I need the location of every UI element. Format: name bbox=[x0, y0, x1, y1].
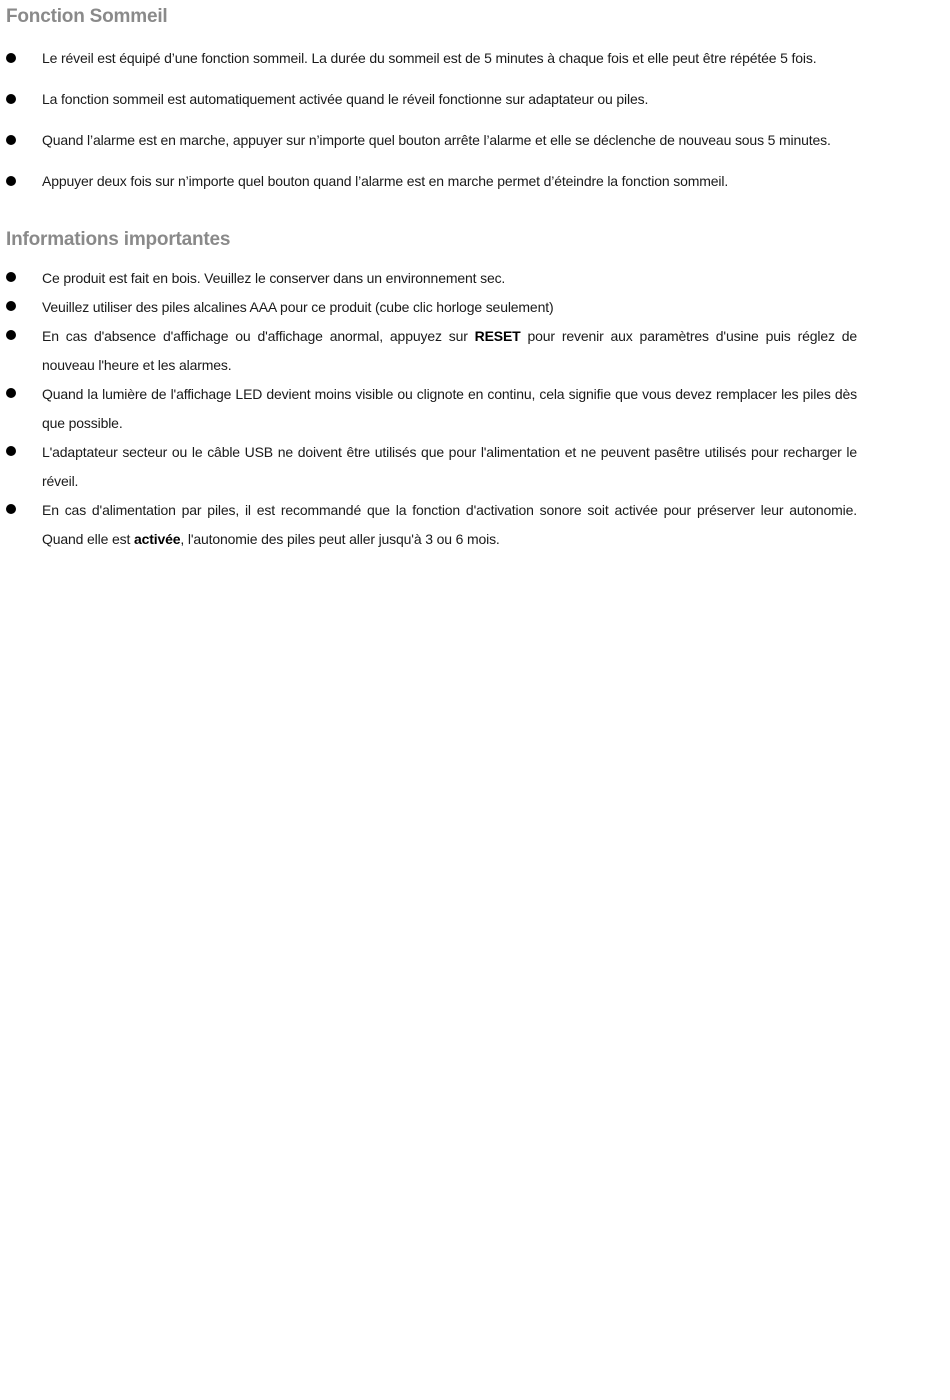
list-item bbox=[0, 130, 857, 171]
list-item-text bbox=[42, 293, 857, 322]
list-item bbox=[0, 380, 857, 438]
list-item-text bbox=[42, 264, 857, 293]
section-title-fonction-sommeil: Fonction Sommeil bbox=[6, 6, 168, 27]
text-run: En cas d'alimentation par piles, il est recommandé que la fonction d'activation sonore soit activée pour préserver leur autonomie. Quand elle est bbox=[42, 502, 857, 547]
bullet-icon bbox=[6, 446, 16, 456]
list-item-text bbox=[42, 322, 857, 380]
bullet-icon bbox=[6, 301, 16, 311]
list-item-text: La fonction sommeil est automatiquement activée quand le réveil fonctionne sur adaptateur ou piles. bbox=[42, 91, 649, 107]
list-item bbox=[0, 438, 857, 496]
list-item-text: Appuyer deux fois sur n’importe quel bouton quand l’alarme est en marche permet d’éteindre la fonction sommeil. bbox=[42, 173, 729, 189]
section-title-informations-importantes: Informations importantes bbox=[6, 229, 231, 250]
list-item bbox=[0, 171, 857, 212]
bullet-icon bbox=[6, 53, 16, 63]
list-item bbox=[0, 496, 857, 554]
list-item-text bbox=[42, 438, 857, 496]
text-run: Veuillez utiliser des piles alcalines AAA pour ce produit (cube clic horloge seulement) bbox=[42, 299, 554, 315]
list-item-text bbox=[42, 496, 857, 554]
list-item-text bbox=[42, 380, 857, 438]
bullet-icon bbox=[6, 504, 16, 514]
text-run: pour revenir aux paramètres d'usine puis réglez de nouveau l'heure et les alarmes. bbox=[42, 328, 858, 373]
text-run: En cas d'absence d'affichage ou d'affichage anormal, appuyez sur bbox=[42, 328, 475, 344]
text-run: , l'autonomie des piles peut aller jusqu'à 3 ou 6 mois. bbox=[180, 531, 500, 547]
text-run: Ce produit est fait en bois. Veuillez le conserver dans un environnement sec. bbox=[42, 270, 506, 286]
sleep-function-list bbox=[0, 48, 950, 212]
list-item bbox=[0, 264, 857, 293]
text-run: L'adaptateur secteur ou le câble USB ne doivent être utilisés que pour l'alimentation et ne peuvent pasêtre utilisés pour recharger le réveil. bbox=[42, 444, 857, 489]
activee-keyword: activée bbox=[133, 531, 181, 547]
list-item bbox=[0, 322, 857, 380]
bullet-icon bbox=[6, 330, 16, 340]
bullet-icon bbox=[6, 388, 16, 398]
bullet-icon bbox=[6, 135, 16, 145]
bullet-icon bbox=[6, 176, 16, 186]
bullet-icon bbox=[6, 272, 16, 282]
list-item bbox=[0, 48, 857, 89]
important-info-list bbox=[0, 264, 950, 554]
list-item-text: Quand l’alarme est en marche, appuyer sur n’importe quel bouton arrête l’alarme et elle se déclenche de nouveau sous 5 minutes. bbox=[42, 132, 831, 148]
list-item bbox=[0, 293, 857, 322]
text-run: Quand la lumière de l'affichage LED devient moins visible ou clignote en continu, cela signifie que vous devez remplacer les piles dès que possible. bbox=[42, 386, 857, 431]
reset-keyword: RESET bbox=[474, 328, 521, 344]
bullet-icon bbox=[6, 94, 16, 104]
list-item bbox=[0, 89, 857, 130]
list-item-text: Le réveil est équipé d’une fonction sommeil. La durée du sommeil est de 5 minutes à chaque fois et elle peut être répétée 5 fois. bbox=[42, 50, 817, 66]
